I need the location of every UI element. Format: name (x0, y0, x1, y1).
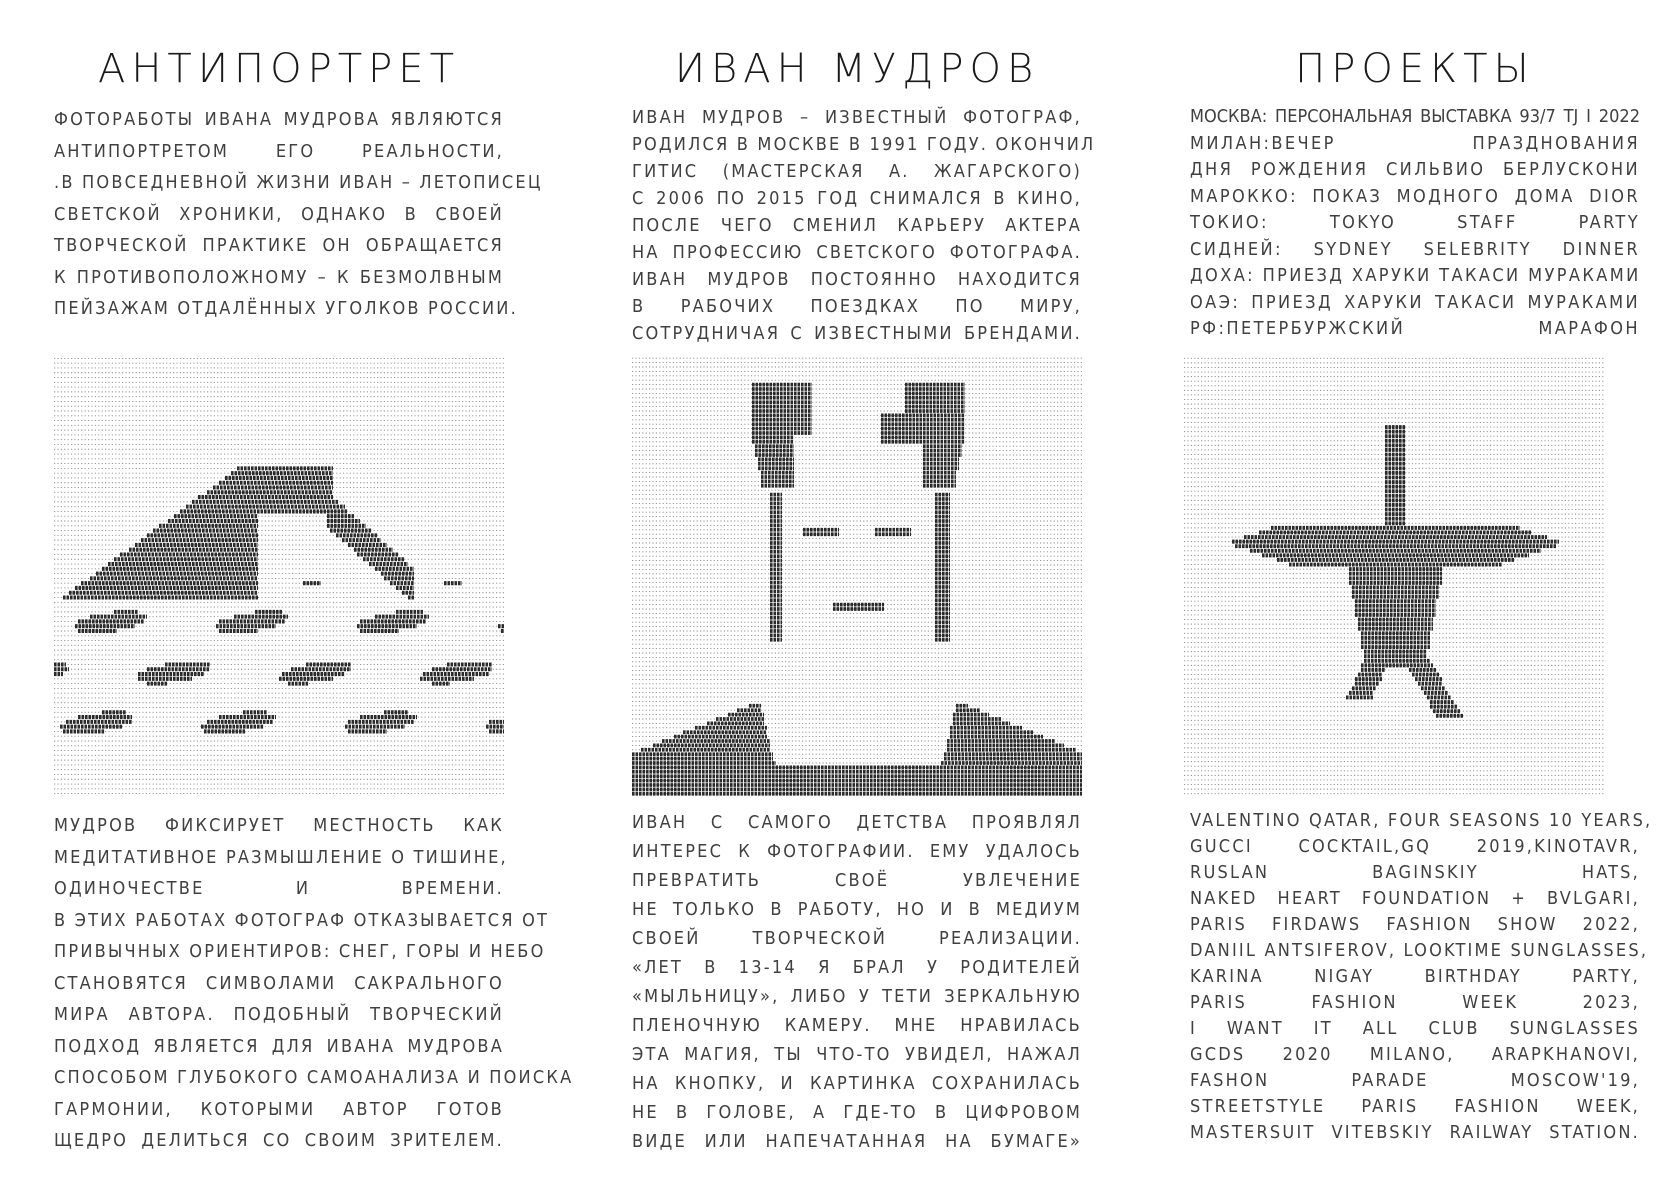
text-line: ПЛЕНОЧНУЮ КАМЕРУ. МНЕ НРАВИЛАСЬ (632, 1015, 1082, 1036)
text-line: KARINA NIGAY BIRTHDAY PARTY, (1190, 966, 1640, 987)
column-ivan-mudrov (632, 0, 1096, 1152)
text-line: СВЕТСКОЙ ХРОНИКИ, ОДНАКО В СВОЕЙ (54, 203, 504, 225)
text-line: NAKED HEART FOUNDATION + BVLGARI, (1190, 888, 1640, 909)
text-line: ГАРМОНИИ, КОТОРЫМИ АВТОР ГОТОВ (54, 1098, 504, 1120)
text-line: ЩЕДРО ДЕЛИТЬСЯ СО СВОИМ ЗРИТЕЛЕМ. (54, 1130, 504, 1151)
projects-list (1190, 104, 1640, 356)
text-line: ТОКИО: TOKYO STAFF PARTY (1190, 212, 1640, 233)
text-line: I WANT IT ALL CLUB SUNGLASSES (1190, 1018, 1640, 1039)
ascii-portrait-image (632, 356, 1082, 796)
text-line: В ЭТИХ РАБОТАХ ФОТОГРАФ ОТКАЗЫВАЕТСЯ ОТ (54, 909, 550, 931)
text-line: НА КНОПКУ, И КАРТИНКА СОХРАНИЛАСЬ (632, 1073, 1082, 1094)
column-antiportrait (54, 0, 574, 1151)
text-line: МИЛАН:ВЕЧЕР ПРАЗДНОВАНИЯ (1190, 132, 1640, 154)
text-line: К ПРОТИВОПОЛОЖНОМУ – К БЕЗМОЛВНЫМ (54, 266, 504, 288)
text-line: ПОСЛЕ ЧЕГО СМЕНИЛ КАРЬЕРУ АКТЕРА (632, 215, 1082, 236)
text-line: МИРА АВТОРА. ПОДОБНЫЙ ТВОРЧЕСКИЙ (54, 1004, 504, 1025)
text-line: ИВАН МУДРОВ ПОСТОЯННО НАХОДИТСЯ (632, 269, 1082, 290)
text-line: НА ПРОФЕССИЮ СВЕТСКОГО ФОТОГРАФА. (632, 242, 1082, 263)
text-line: «ЛЕТ В 13-14 Я БРАЛ У РОДИТЕЛЕЙ (632, 957, 1082, 978)
text-line: GUCCI COCKTAIL,GQ 2019,KINOTAVR, (1190, 836, 1640, 857)
text-line: РФ:ПЕТЕРБУРЖСКИЙ МАРАФОН (1190, 318, 1640, 339)
column-title: ПРОЕКТЫ (1295, 46, 1535, 92)
text-line: ИВАН МУДРОВ – ИЗВЕСТНЫЙ ФОТОГРАФ, (632, 107, 1082, 128)
intro-text (54, 104, 543, 356)
text-line: ИНТЕРЕС К ФОТОГРАФИИ. ЕМУ УДАЛОСЬ (632, 841, 1082, 862)
text-line: RUSLAN BAGINSKIY HATS, (1190, 862, 1640, 883)
column-title: ИВАН МУДРОВ (674, 46, 1040, 92)
text-line: MASTERSUIT VITEBSKIY RAILWAY STATION. (1190, 1122, 1640, 1143)
text-line: РОДИЛСЯ В МОСКВЕ В 1991 ГОДУ. ОКОНЧИЛ (632, 134, 1096, 155)
column-title: АНТИПОРТРЕТ (97, 46, 460, 92)
text-line: АНТИПОРТРЕТОМ ЕГО РЕАЛЬНОСТИ, (54, 140, 504, 162)
text-line: СОТРУДНИЧАЯ С ИЗВЕСТНЫМИ БРЕНДАМИ. (632, 323, 1082, 344)
text-line: «МЫЛЬНИЦУ», ЛИБО У ТЕТИ ЗЕРКАЛЬНУЮ (632, 986, 1082, 1007)
text-line: СПОСОБОМ ГЛУБОКОГО САМОАНАЛИЗА И ПОИСКА (54, 1067, 574, 1088)
text-line: МЕДИТАТИВНОЕ РАЗМЫШЛЕНИЕ О ТИШИНЕ, (54, 846, 508, 868)
text-line: ПЕЙЗАЖАМ ОТДАЛЁННЫХ УГОЛКОВ РОССИИ. (54, 298, 518, 319)
text-line: ОДИНОЧЕСТВЕ И ВРЕМЕНИ. (54, 878, 504, 899)
text-line: ДНЯ РОЖДЕНИЯ СИЛЬВИО БЕРЛУСКОНИ (1190, 159, 1640, 180)
text-line: ПОДХОД ЯВЛЯЕТСЯ ДЛЯ ИВАНА МУДРОВА (54, 1035, 504, 1057)
text-line: СТАНОВЯТСЯ СИМВОЛАМИ САКРАЛЬНОГО (54, 972, 504, 994)
text-line: .В ПОВСЕДНЕВНОЙ ЖИЗНИ ИВАН – ЛЕТОПИСЕЦ (54, 172, 543, 193)
text-line: ТВОРЧЕСКОЙ ПРАКТИКЕ ОН ОБРАЩАЕТСЯ (54, 235, 504, 256)
text-line: STREETSTYLE PARIS FASHION WEEK, (1190, 1096, 1640, 1117)
description-text (54, 810, 574, 1157)
text-line: PARIS FASHION WEEK 2023, (1190, 992, 1640, 1013)
text-line: В РАБОЧИХ ПОЕЗДКАХ ПО МИРУ, (632, 296, 1082, 317)
text-line: МУДРОВ ФИКСИРУЕТ МЕСТНОСТЬ КАК (54, 815, 504, 836)
column-projects (1190, 0, 1653, 1143)
text-line: ВИДЕ ИЛИ НАПЕЧАТАННАЯ НА БУМАГЕ» (632, 1131, 1082, 1152)
text-line: GCDS 2020 MILANO, ARAPKHANOVI, (1190, 1044, 1640, 1065)
text-line: PARIS FIRDAWS FASHION SHOW 2022, (1190, 914, 1640, 935)
text-line: ГИТИС (МАСТЕРСКАЯ А. ЖАГАРСКОГО) (632, 161, 1082, 182)
text-line: ЭТА МАГИЯ, ТЫ ЧТО-ТО УВИДЕЛ, НАЖАЛ (632, 1044, 1082, 1065)
text-line: ФОТОРАБОТЫ ИВАНА МУДРОВА ЯВЛЯЮТСЯ (54, 109, 504, 130)
text-line: ПРИВЫЧНЫХ ОРИЕНТИРОВ: СНЕГ, ГОРЫ И НЕБО (54, 941, 546, 962)
text-line: СИДНЕЙ: SYDNEY SELEBRITY DINNER (1190, 238, 1640, 260)
text-line: МОСКВА: ПЕРСОНАЛЬНАЯ ВЫСТАВКА 93/7 TJ I 2022 (1190, 106, 1640, 127)
intro-text (632, 104, 1096, 356)
text-line: ПРЕВРАТИТЬ СВОЁ УВЛЕЧЕНИЕ (632, 870, 1082, 891)
text-line: МАРОККО: ПОКАЗ МОДНОГО ДОМА DIOR (1190, 185, 1640, 207)
text-line: VALENTINO QATAR, FOUR SEASONS 10 YEARS, (1190, 810, 1653, 831)
text-line: С 2006 ПО 2015 ГОД СНИМАЛСЯ В КИНО, (632, 188, 1082, 209)
text-line: ИВАН С САМОГО ДЕТСТВА ПРОЯВЛЯЛ (632, 812, 1082, 833)
text-line: ДОХА: ПРИЕЗД ХАРУКИ ТАКАСИ МУРАКАМИ (1190, 265, 1641, 286)
ascii-mountain-image (54, 356, 504, 796)
brands-list (1190, 808, 1653, 1146)
text-line: ОАЭ: ПРИЕЗД ХАРУКИ ТАКАСИ МУРАКАМИ (1190, 291, 1640, 313)
text-line: НЕ ТОЛЬКО В РАБОТУ, НО И В МЕДИУМ (632, 899, 1082, 920)
text-line: НЕ В ГОЛОВЕ, А ГДЕ-ТО В ЦИФРОВОМ (632, 1102, 1082, 1123)
ascii-figure-image (1184, 356, 1634, 796)
description-text (632, 808, 1082, 1156)
text-line: DANIIL ANTSIFEROV, LOOKTIME SUNGLASSES, (1190, 940, 1649, 961)
text-line: FASHON PARADE MOSCOW'19, (1190, 1070, 1640, 1091)
text-line: СВОЕЙ ТВОРЧЕСКОЙ РЕАЛИЗАЦИИ. (632, 928, 1082, 949)
